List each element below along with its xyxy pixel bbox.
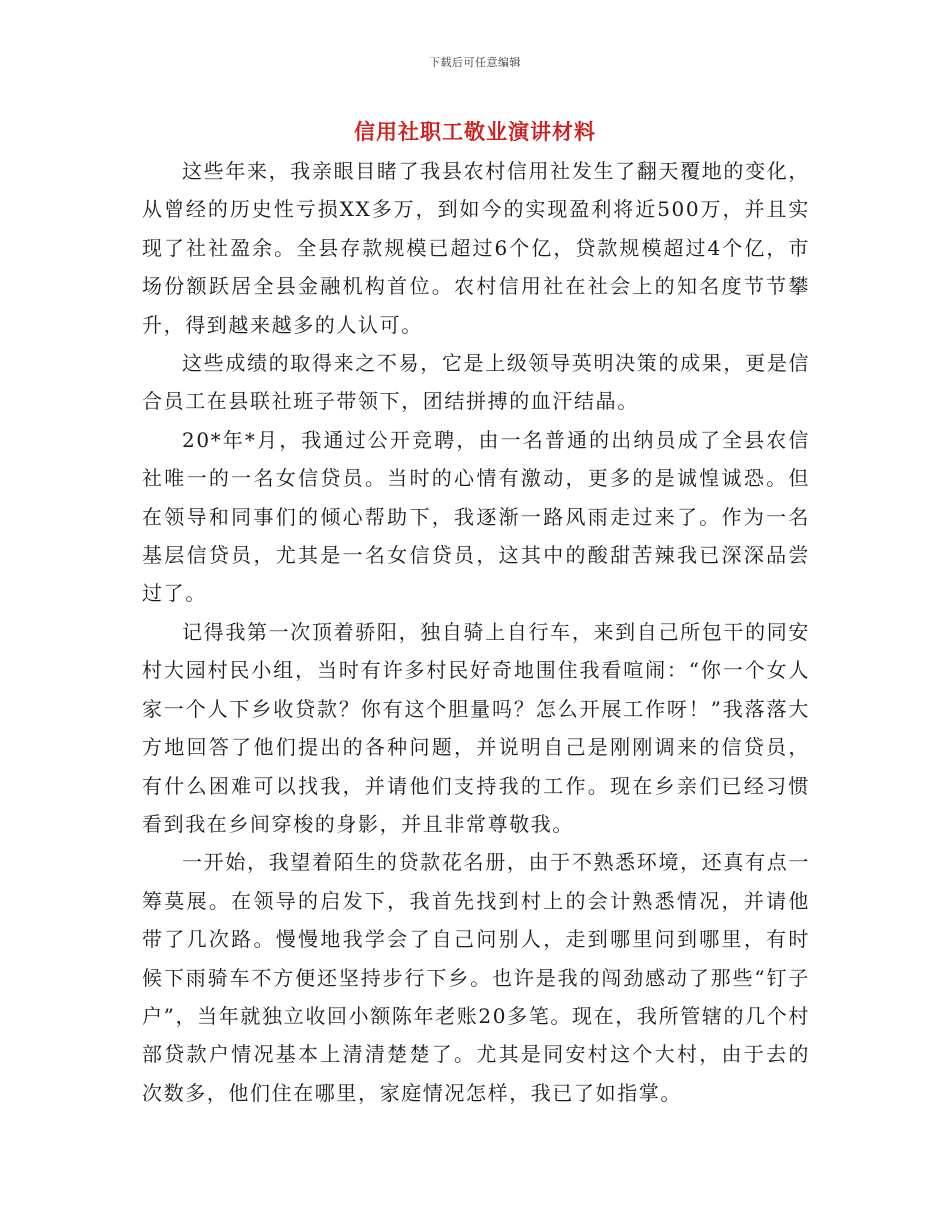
header-note: 下载后可任意编辑	[429, 56, 521, 69]
paragraph: 记得我第一次顶着骄阳，独自骑上自行车，来到自己所包干的同安村大园村民小组，当时有许多村民好奇地围住我看喧闹：“你一个女人家一个人下乡收贷款？你有这个胆量吗？怎么开展工作呀！”我落落大方地回答了他们提出的各种问题，并说明自己是刚刚调来的信贷员，有什么困难可以找我，并请他们支持我的工作。现在乡亲们已经习惯看到我在乡间穿梭的身影，并且非常尊敬我。	[142, 619, 810, 836]
paragraph: 一开始，我望着陌生的贷款花名册，由于不熟悉环境，还真有点一筹莫展。在领导的启发下，我首先找到村上的会计熟悉情况，并请他带了几次路。慢慢地我学会了自己问别人，走到哪里问到哪里，有时候下雨骑车不方便还坚持步行下乡。也许是我的闯劲感动了那些“钉子户”，当年就独立收回小额陈年老账20多笔。现在，我所管辖的几个村部贷款户情况基本上清清楚楚了。尤其是同安村这个大村，由于去的次数多，他们住在哪里，家庭情况怎样，我已了如指掌。	[142, 850, 810, 1105]
paragraph: 这些成绩的取得来之不易，它是上级领导英明决策的成果，更是信合员工在县联社班子带领下，团结拼搏的血汗结晶。	[142, 351, 810, 414]
paragraph: 这些年来，我亲眼目睹了我县农村信用社发生了翻天覆地的变化，从曾经的历史性亏损XX多万，到如今的实现盈利将近500万，并且实现了社社盈余。全县存款规模已超过6个亿，贷款规模超过4个亿，市场份额跃居全县金融机构首位。农村信用社在社会上的知名度节节攀升，得到越来越多的人认可。	[142, 159, 810, 337]
document-body	[142, 152, 810, 1112]
document-title: 信用社职工敬业演讲材料	[354, 119, 596, 144]
paragraph: 20*年*月，我通过公开竞聘，由一名普通的出纳员成了全县农信社唯一的一名女信贷员。当时的心情有激动，更多的是诚惶诚恐。但在领导和同事们的倾心帮助下，我逐渐一路风雨走过来了。作为一名基层信贷员，尤其是一名女信贷员，这其中的酸甜苦辣我已深深品尝过了。	[142, 427, 810, 606]
